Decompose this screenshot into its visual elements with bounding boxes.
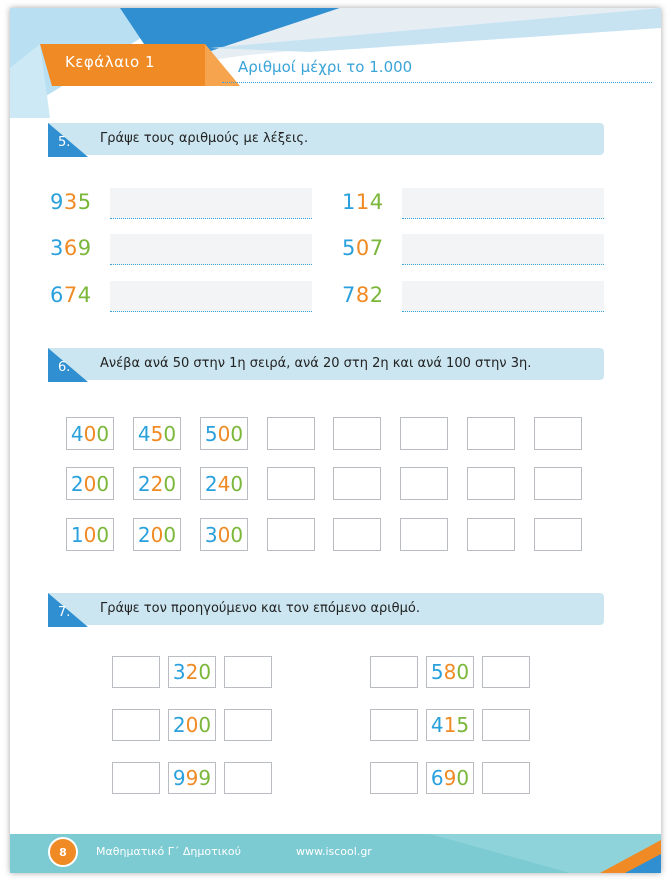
digit: 4	[217, 471, 231, 496]
digit: 4	[137, 421, 151, 446]
number-label	[342, 283, 384, 307]
digit: 2	[204, 471, 218, 496]
digit: 2	[137, 471, 151, 496]
answer-line[interactable]	[402, 234, 604, 265]
next-number-box[interactable]	[224, 656, 272, 688]
answer-box[interactable]	[534, 417, 582, 450]
digit: 3	[204, 522, 218, 547]
given-number-box	[168, 656, 216, 688]
digit: 2	[137, 522, 151, 547]
digit: 0	[96, 421, 110, 446]
number-label	[342, 190, 384, 214]
digit: 7	[342, 283, 356, 307]
digit: 5	[150, 421, 164, 446]
title-rule	[222, 82, 652, 83]
exercise-number: 7.	[58, 605, 71, 620]
digit: 0	[456, 766, 470, 790]
digit: 5	[204, 421, 218, 446]
digit: 6	[50, 283, 64, 307]
number-label	[50, 190, 92, 214]
digit: 0	[217, 421, 231, 446]
exercise-7-header	[48, 593, 604, 627]
given-number-box	[426, 656, 474, 688]
digit: 2	[369, 283, 384, 307]
digit: 9	[172, 766, 186, 790]
answer-box[interactable]	[534, 467, 582, 500]
answer-box[interactable]	[333, 518, 381, 551]
digit: 5	[77, 190, 92, 214]
digit: 3	[63, 190, 78, 214]
number-label	[50, 283, 92, 307]
number-box	[66, 467, 114, 500]
digit: 5	[430, 660, 444, 684]
previous-number-box[interactable]	[112, 709, 160, 741]
answer-box[interactable]	[333, 417, 381, 450]
digit: 8	[355, 283, 370, 307]
digit: 6	[430, 766, 444, 790]
given-number-box	[426, 709, 474, 741]
digit: 7	[369, 236, 384, 260]
digit: 1	[342, 190, 356, 214]
page-number: 8	[48, 837, 78, 867]
digit: 8	[443, 660, 457, 684]
digit: 9	[50, 190, 64, 214]
answer-box[interactable]	[467, 518, 515, 551]
digit: 9	[198, 766, 212, 790]
exercise-number: 5.	[58, 135, 71, 150]
answer-box[interactable]	[467, 467, 515, 500]
answer-box[interactable]	[467, 417, 515, 450]
answer-line[interactable]	[110, 281, 312, 312]
answer-box[interactable]	[267, 518, 315, 551]
given-number-box	[168, 709, 216, 741]
footer-book-title: Μαθηματικό Γ΄ Δημοτικού	[96, 845, 242, 858]
digit: 0	[83, 421, 97, 446]
number-box	[66, 417, 114, 450]
chapter-title: Αριθμοί μέχρι το 1.000	[238, 58, 413, 76]
digit: 6	[63, 236, 78, 260]
answer-line[interactable]	[402, 281, 604, 312]
digit: 2	[150, 471, 164, 496]
digit: 0	[217, 522, 231, 547]
digit: 2	[185, 660, 199, 684]
digit: 1	[355, 190, 370, 214]
digit: 0	[83, 522, 97, 547]
previous-number-box[interactable]	[112, 762, 160, 794]
digit: 0	[163, 471, 177, 496]
number-label	[50, 236, 92, 260]
number-label	[342, 236, 384, 260]
footer-website: www.iscool.gr	[296, 845, 372, 858]
digit: 3	[50, 236, 64, 260]
digit: 0	[230, 522, 244, 547]
number-box	[200, 518, 248, 551]
answer-line[interactable]	[110, 234, 312, 265]
digit: 5	[342, 236, 356, 260]
number-box	[133, 417, 181, 450]
answer-line[interactable]	[110, 188, 312, 219]
next-number-box[interactable]	[224, 762, 272, 794]
number-box	[200, 417, 248, 450]
exercise-5-header	[48, 123, 604, 157]
digit: 0	[230, 421, 244, 446]
footer	[10, 834, 661, 873]
next-number-box[interactable]	[224, 709, 272, 741]
next-number-box[interactable]	[482, 762, 530, 794]
digit: 1	[70, 522, 84, 547]
digit: 0	[96, 471, 110, 496]
given-number-box	[426, 762, 474, 794]
number-box	[133, 518, 181, 551]
next-number-box[interactable]	[482, 709, 530, 741]
answer-box[interactable]	[400, 518, 448, 551]
answer-box[interactable]	[534, 518, 582, 551]
digit: 0	[96, 522, 110, 547]
digit: 0	[83, 471, 97, 496]
digit: 0	[230, 471, 244, 496]
previous-number-box[interactable]	[370, 656, 418, 688]
digit: 4	[70, 421, 84, 446]
digit: 2	[172, 713, 186, 737]
digit: 0	[198, 713, 212, 737]
answer-box[interactable]	[267, 467, 315, 500]
digit: 0	[150, 522, 164, 547]
previous-number-box[interactable]	[370, 709, 418, 741]
digit: 1	[443, 713, 457, 737]
exercise-6-header	[48, 348, 604, 382]
digit: 0	[163, 421, 177, 446]
answer-line[interactable]	[402, 188, 604, 219]
exercise-instruction: Γράψε τους αριθμούς με λέξεις.	[100, 131, 309, 146]
digit: 9	[443, 766, 457, 790]
worksheet-page	[10, 8, 661, 873]
digit: 7	[63, 283, 78, 307]
previous-number-box[interactable]	[112, 656, 160, 688]
digit: 3	[172, 660, 186, 684]
given-number-box	[168, 762, 216, 794]
answer-box[interactable]	[400, 417, 448, 450]
digit: 4	[369, 190, 384, 214]
exercise-instruction: Γράψε τον προηγούμενο και τον επόμενο αριθμό.	[100, 601, 420, 616]
chapter-label: Κεφάλαιο 1	[64, 53, 156, 71]
answer-box[interactable]	[267, 417, 315, 450]
digit: 9	[185, 766, 199, 790]
exercise-instruction: Ανέβα ανά 50 στην 1η σειρά, ανά 20 στη 2η και ανά 100 στην 3η.	[100, 356, 532, 371]
digit: 2	[70, 471, 84, 496]
digit: 4	[430, 713, 444, 737]
answer-box[interactable]	[400, 467, 448, 500]
digit: 0	[185, 713, 199, 737]
digit: 4	[77, 283, 92, 307]
number-box	[66, 518, 114, 551]
digit: 0	[163, 522, 177, 547]
digit: 0	[456, 660, 470, 684]
answer-box[interactable]	[333, 467, 381, 500]
digit: 9	[77, 236, 92, 260]
exercise-number: 6.	[58, 360, 71, 375]
next-number-box[interactable]	[482, 656, 530, 688]
number-box	[200, 467, 248, 500]
previous-number-box[interactable]	[370, 762, 418, 794]
digit: 0	[198, 660, 212, 684]
number-box	[133, 467, 181, 500]
digit: 0	[355, 236, 370, 260]
digit: 5	[456, 713, 470, 737]
